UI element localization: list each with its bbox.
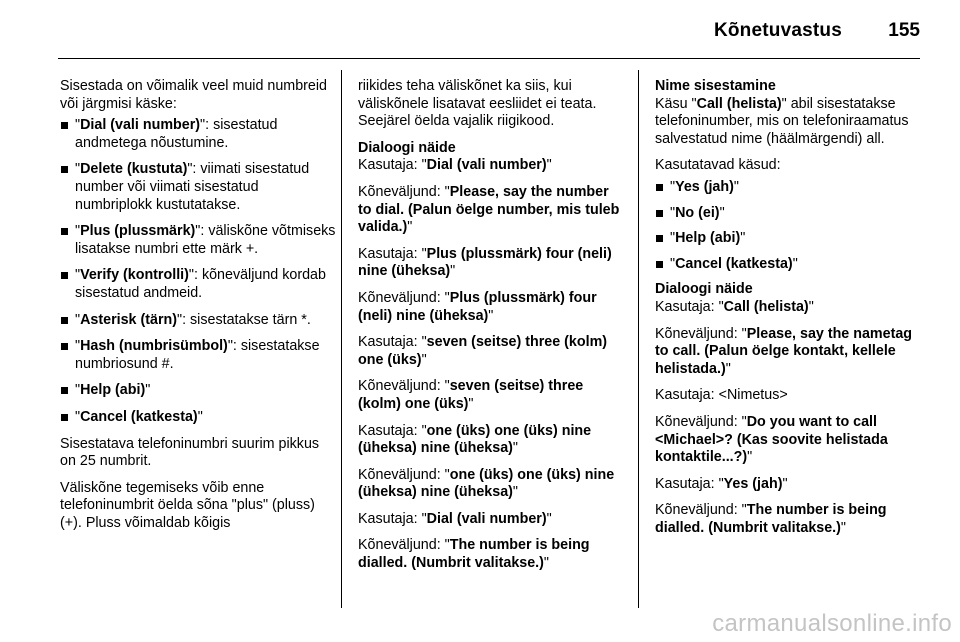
column-1 bbox=[60, 78, 338, 541]
dialog-line: Kõneväljund: "The number is being dialled. (Numbrit valitakse.)" bbox=[655, 502, 887, 536]
commands-label: Kasutatavad käsud: bbox=[655, 157, 781, 174]
dialog-heading: Dialoogi näide bbox=[358, 139, 456, 156]
dialog-line: Kõneväljund: "one (üks) one (üks) nine (üheksa) nine (üheksa)" bbox=[358, 466, 615, 501]
page-number: 155 bbox=[888, 20, 920, 41]
list-item: "Help (abi)" bbox=[655, 230, 923, 248]
section-heading: Nime sisestamine bbox=[655, 78, 776, 94]
dialog-line: Kasutaja: <Nimetus> bbox=[655, 387, 788, 404]
list-item: "Yes (jah)" bbox=[655, 179, 923, 197]
dialog-line: Kasutaja: "one (üks) one (üks) nine (üheksa) nine (üheksa)" bbox=[358, 422, 592, 457]
page-title: Kõnetuvastus bbox=[713, 20, 842, 41]
plus-paragraph: Väliskõne tegemiseks võib enne telefoninumbrit öelda sõna "plus" (pluss) (+). Pluss võimaldab kõigis bbox=[60, 479, 315, 531]
column-2 bbox=[358, 78, 626, 582]
dialog-line: Kasutaja: "Call (helista)" bbox=[655, 298, 814, 315]
dialog-line: Kasutaja: "Plus (plussmärk) four (neli) nine (üheksa)" bbox=[358, 245, 612, 280]
list-item: "No (ei)" bbox=[655, 205, 923, 223]
command-list bbox=[60, 117, 338, 426]
dialog-line: Kõneväljund: "seven (seitse) three (kolm) one (üks)" bbox=[358, 378, 584, 412]
dialog-line: Kasutaja: "Yes (jah)" bbox=[655, 475, 788, 492]
list-item: "Cancel (katkesta)" bbox=[655, 256, 923, 274]
dialog-line: Kõneväljund: "Please, say the number to dial. (Palun öelge number, mis tuleb valida.)" bbox=[358, 183, 620, 236]
list-item: "Delete (kustuta)": viimati sisestatud number või viimati sisestatud numbriplokk kustutatakse. bbox=[60, 161, 338, 214]
max-length-paragraph: Sisestatava telefoninumbri suurim pikkus on 25 numbrit. bbox=[60, 435, 320, 470]
page-header bbox=[0, 0, 960, 60]
dialog-line: Kõneväljund: "Please, say the nametag to call. (Palun öelge kontakt, kellele helistada.)" bbox=[655, 325, 913, 377]
list-item: "Help (abi)" bbox=[60, 382, 338, 400]
list-item: "Dial (vali number)": sisestatud andmetega nõustumine. bbox=[60, 117, 338, 152]
list-item: "Hash (numbrisümbol)": sisestatakse numbriosund #. bbox=[60, 338, 338, 373]
list-item: "Verify (kontrolli)": kõneväljund kordab sisestatud andmeid. bbox=[60, 267, 338, 302]
available-commands-list bbox=[655, 179, 923, 273]
intro-paragraph: Sisestada on võimalik veel muid numbreid või järgmisi käske: bbox=[60, 78, 328, 112]
dialog-line: Kõneväljund: "Plus (plussmärk) four (neli) nine (üheksa)" bbox=[358, 289, 597, 324]
dialog-line: Kõneväljund: "The number is being dialled. (Numbrit valitakse.)" bbox=[358, 537, 590, 572]
column-divider-1 bbox=[341, 70, 342, 608]
list-item: "Plus (plussmärk)": väliskõne võtmiseks lisatakse numbri ette märk +. bbox=[60, 223, 338, 258]
list-item: "Asterisk (tärn)": sisestatakse tärn *. bbox=[60, 312, 338, 330]
dialog-line: Kasutaja: "seven (seitse) three (kolm) one (üks)" bbox=[358, 334, 608, 368]
continued-paragraph: riikides teha väliskõnet ka siis, kui väliskõnele lisatavat eesliidet ei teata. Seejärel öelda vajalik riigikood. bbox=[358, 78, 597, 130]
dialog-line: Kasutaja: "Dial (vali number)" bbox=[358, 510, 552, 527]
list-item: "Cancel (katkesta)" bbox=[60, 409, 338, 427]
call-intro-paragraph: Käsu "Call (helista)" abil sisestatakse telefoninumber, mis on telefoniraamatus salvestatud nime (häälmärgendi) all. bbox=[655, 95, 909, 147]
dialog-heading: Dialoogi näide bbox=[655, 281, 753, 298]
header-rule bbox=[58, 58, 920, 59]
watermark: carmanualsonline.info bbox=[712, 610, 952, 637]
column-divider-2 bbox=[638, 70, 639, 608]
dialog-line: Kasutaja: "Dial (vali number)" bbox=[358, 157, 552, 174]
column-3 bbox=[655, 78, 923, 546]
dialog-line: Kõneväljund: "Do you want to call <Michael>? (Kas soovite helistada kontaktile...?)" bbox=[655, 413, 888, 466]
